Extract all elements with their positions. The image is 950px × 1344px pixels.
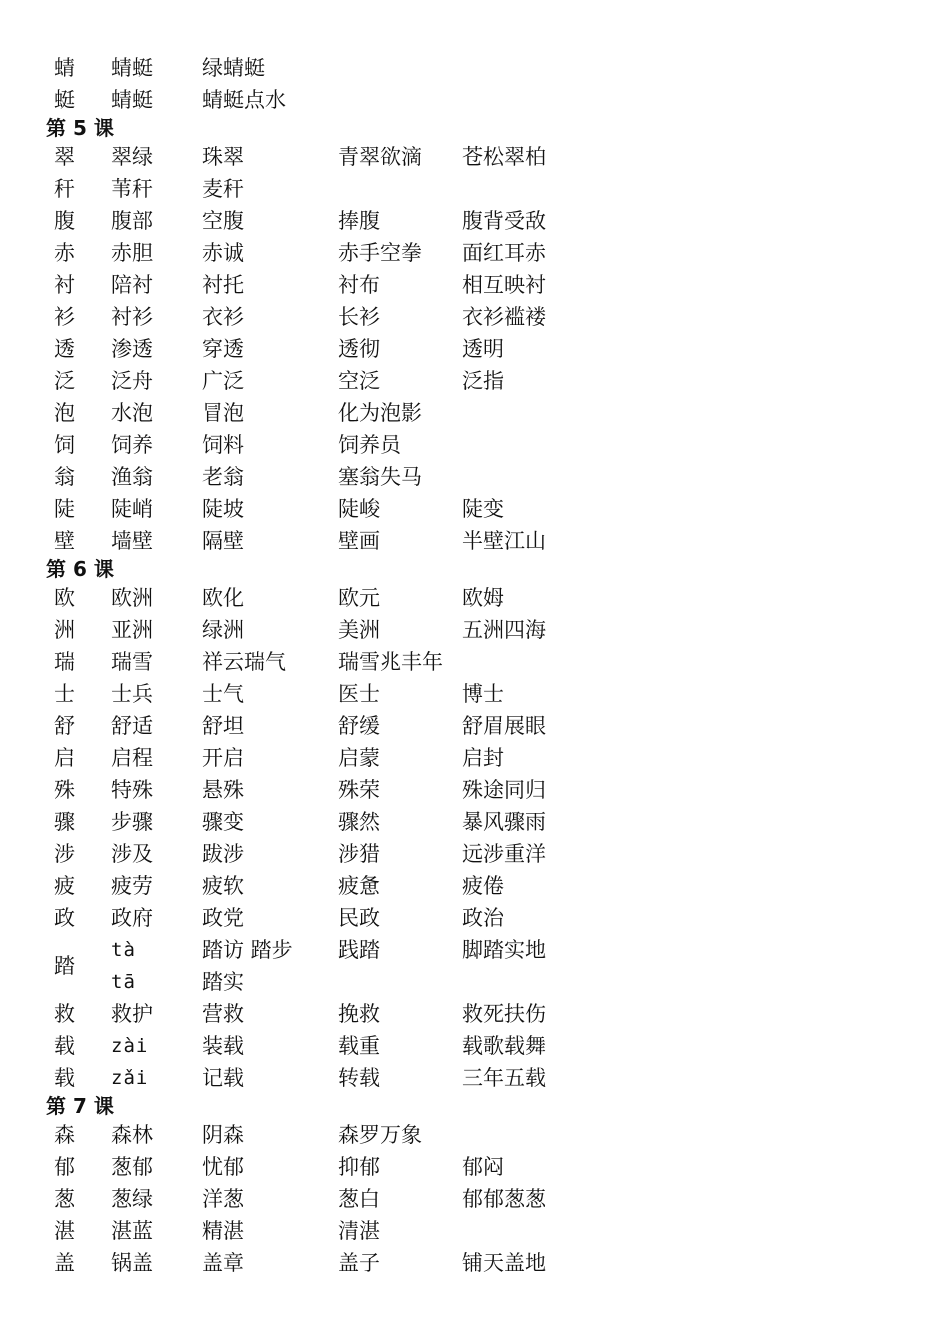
- vocab-row: [0, 397, 950, 429]
- word-cell: 涉猎: [338, 842, 380, 866]
- head-character: 救: [54, 1002, 75, 1026]
- vocab-row: [0, 365, 950, 397]
- word-cell: 森林: [111, 1123, 153, 1147]
- word-cell: 捧腹: [338, 209, 380, 233]
- lesson-heading: 第 5 课: [46, 116, 114, 140]
- vocab-row: [0, 710, 950, 742]
- vocab-row: [0, 461, 950, 493]
- head-character: 涉: [54, 842, 75, 866]
- word-cell: 盖子: [338, 1251, 380, 1275]
- word-cell: 悬殊: [202, 778, 244, 802]
- pinyin-stack: [111, 934, 136, 998]
- head-character: 赤: [54, 241, 75, 265]
- vocab-row: [0, 1062, 950, 1094]
- word-cell: 踏实: [202, 970, 244, 994]
- head-character: 葱: [54, 1187, 75, 1211]
- head-character: 翠: [54, 145, 75, 169]
- word-cell: 渔翁: [111, 465, 153, 489]
- word-cell: 践踏: [338, 938, 380, 962]
- word-cell: 舒眉展眼: [462, 714, 546, 738]
- vocab-row: [0, 998, 950, 1030]
- head-character: 秆: [54, 177, 75, 201]
- word-cell: 瑞雪: [111, 650, 153, 674]
- word-cell: 舒缓: [338, 714, 380, 738]
- vocab-row: [0, 1030, 950, 1062]
- vocab-row: [0, 237, 950, 269]
- word-cell: 郁郁葱葱: [462, 1187, 546, 1211]
- word-cell: 载重: [338, 1034, 380, 1058]
- word-cell: 祥云瑞气: [202, 650, 286, 674]
- word-cell: 相互映衬: [462, 273, 546, 297]
- vocab-row: [0, 205, 950, 237]
- vocab-row: [0, 84, 950, 116]
- word-cell: 殊荣: [338, 778, 380, 802]
- vocab-row: [0, 678, 950, 710]
- word-cell: 衣衫褴褛: [462, 305, 546, 329]
- vocab-row: [0, 774, 950, 806]
- head-character: 骤: [54, 810, 75, 834]
- vocab-row: [0, 838, 950, 870]
- head-character: 泛: [54, 369, 75, 393]
- head-character: 衫: [54, 305, 75, 329]
- pinyin-reading: tā: [111, 971, 136, 993]
- word-cell: 五洲四海: [462, 618, 546, 642]
- word-cell: 欧化: [202, 586, 244, 610]
- word-cell: 半壁江山: [462, 529, 546, 553]
- word-cell: 腹背受敌: [462, 209, 546, 233]
- word-cell: 赤诚: [202, 241, 244, 265]
- word-cell: 殊途同归: [462, 778, 546, 802]
- word-cell: 铺天盖地: [462, 1251, 546, 1275]
- word-cell: 饲养: [111, 433, 153, 457]
- head-character: 载: [54, 1034, 75, 1058]
- word-cell: 广泛: [202, 369, 244, 393]
- word-cell: 饲养员: [338, 433, 401, 457]
- word-cell: 脚踏实地: [462, 938, 546, 962]
- vocab-row: [0, 902, 950, 934]
- head-character: 洲: [54, 618, 75, 642]
- word-cell: 葱郁: [111, 1155, 153, 1179]
- word-cell: 赤胆: [111, 241, 153, 265]
- word-cell: 珠翠: [202, 145, 244, 169]
- word-cell: 陡峻: [338, 497, 380, 521]
- head-character: 湛: [54, 1219, 75, 1243]
- word-cell: 赤手空拳: [338, 241, 422, 265]
- head-character: 舒: [54, 714, 75, 738]
- word-cell: 面红耳赤: [462, 241, 546, 265]
- word-cell: 塞翁失马: [338, 465, 422, 489]
- word-cell: 启蒙: [338, 746, 380, 770]
- word-cell: 步骤: [111, 810, 153, 834]
- vocab-row: [0, 1247, 950, 1279]
- word-cell: 郁闷: [462, 1155, 504, 1179]
- word-cell: 救死扶伤: [462, 1002, 546, 1026]
- word-cell: 疲惫: [338, 874, 380, 898]
- word-cell: 政治: [462, 906, 504, 930]
- word-cell: 远涉重洋: [462, 842, 546, 866]
- word-cell: 特殊: [111, 778, 153, 802]
- word-cell: 衬布: [338, 273, 380, 297]
- vocab-row: [0, 1151, 950, 1183]
- head-character: 欧: [54, 586, 75, 610]
- word-cell: 民政: [338, 906, 380, 930]
- word-cell: 陡坡: [202, 497, 244, 521]
- word-cell: 水泡: [111, 401, 153, 425]
- head-character: 森: [54, 1123, 75, 1147]
- word-cell: 医士: [338, 682, 380, 706]
- word-cell: 苇秆: [111, 177, 153, 201]
- word-cell: 清湛: [338, 1219, 380, 1243]
- word-cell: 瑞雪兆丰年: [338, 650, 443, 674]
- vocab-row: [0, 333, 950, 365]
- lesson-heading: 第 7 课: [46, 1094, 114, 1118]
- word-cell: 青翠欲滴: [338, 145, 422, 169]
- head-character: 殊: [54, 778, 75, 802]
- word-cell: 阴森: [202, 1123, 244, 1147]
- word-cell: 疲倦: [462, 874, 504, 898]
- head-character: 瑞: [54, 650, 75, 674]
- word-cell: 渗透: [111, 337, 153, 361]
- word-cell: 政府: [111, 906, 153, 930]
- word-cell: 踏访 踏步: [202, 938, 293, 962]
- word-cell: 泛舟: [111, 369, 153, 393]
- word-cell: 透彻: [338, 337, 380, 361]
- word-cell: 空泛: [338, 369, 380, 393]
- word-cell: 墙壁: [111, 529, 153, 553]
- word-cell: 陪衬: [111, 273, 153, 297]
- head-character: 踏: [54, 954, 75, 978]
- vocab-row: [0, 646, 950, 678]
- vocab-row-multi-reading: [0, 934, 950, 998]
- word-cell: 绿洲: [202, 618, 244, 642]
- head-character: 郁: [54, 1155, 75, 1179]
- head-character: 翁: [54, 465, 75, 489]
- word-cell: 洋葱: [202, 1187, 244, 1211]
- word-cell: 政党: [202, 906, 244, 930]
- word-cell: 舒适: [111, 714, 153, 738]
- vocab-row: [0, 1119, 950, 1151]
- word-cell: 开启: [202, 746, 244, 770]
- word-cell: 记载: [202, 1066, 244, 1090]
- word-cell: 化为泡影: [338, 401, 422, 425]
- head-character: 陡: [54, 497, 75, 521]
- vocab-row: [0, 173, 950, 205]
- head-character: 饲: [54, 433, 75, 457]
- word-cell: 挽救: [338, 1002, 380, 1026]
- word-cell: 跋涉: [202, 842, 244, 866]
- word-cell: 博士: [462, 682, 504, 706]
- word-cell: 泛指: [462, 369, 504, 393]
- word-cell: 精湛: [202, 1219, 244, 1243]
- word-cell: zài: [111, 1035, 149, 1057]
- word-cell: 翠绿: [111, 145, 153, 169]
- word-cell: 衬衫: [111, 305, 153, 329]
- word-cell: 蜻蜓: [111, 56, 153, 80]
- vocabulary-sheet: [0, 52, 950, 1279]
- vocab-row: [0, 614, 950, 646]
- vocab-row: [0, 742, 950, 774]
- word-cell: 装载: [202, 1034, 244, 1058]
- head-character: 载: [54, 1066, 75, 1090]
- word-cell: 麦秆: [202, 177, 244, 201]
- word-cell: 舒坦: [202, 714, 244, 738]
- word-cell: 欧姆: [462, 586, 504, 610]
- word-cell: zǎi: [111, 1067, 149, 1089]
- word-cell: 隔壁: [202, 529, 244, 553]
- word-cell: 疲软: [202, 874, 244, 898]
- word-cell: 涉及: [111, 842, 153, 866]
- head-character: 衬: [54, 273, 75, 297]
- word-cell: 绿蜻蜓: [202, 56, 265, 80]
- word-cell: 穿透: [202, 337, 244, 361]
- word-cell: 空腹: [202, 209, 244, 233]
- head-character: 泡: [54, 401, 75, 425]
- word-cell: 士兵: [111, 682, 153, 706]
- vocab-row: [0, 493, 950, 525]
- word-cell: 透明: [462, 337, 504, 361]
- head-character: 疲: [54, 874, 75, 898]
- vocab-row: [0, 141, 950, 173]
- word-cell: 救护: [111, 1002, 153, 1026]
- pinyin-reading: tà: [111, 939, 136, 961]
- head-character: 政: [54, 906, 75, 930]
- word-cell: 葱绿: [111, 1187, 153, 1211]
- vocab-row: [0, 1183, 950, 1215]
- head-character: 蜻: [54, 56, 75, 80]
- word-cell: 美洲: [338, 618, 380, 642]
- word-cell: 营救: [202, 1002, 244, 1026]
- word-cell: 蜻蜓点水: [202, 88, 286, 112]
- word-cell: 骤然: [338, 810, 380, 834]
- word-cell: 老翁: [202, 465, 244, 489]
- word-cell: 骤变: [202, 810, 244, 834]
- vocab-row: [0, 806, 950, 838]
- word-cell: 锅盖: [111, 1251, 153, 1275]
- word-cell: 启程: [111, 746, 153, 770]
- word-cell: 启封: [462, 746, 504, 770]
- word-cell: 蜻蜓: [111, 88, 153, 112]
- vocab-row: [0, 582, 950, 614]
- word-cell: 长衫: [338, 305, 380, 329]
- vocab-row: [0, 1215, 950, 1247]
- word-stack: [202, 934, 293, 998]
- word-cell: 抑郁: [338, 1155, 380, 1179]
- word-cell: 陡峭: [111, 497, 153, 521]
- head-character: 腹: [54, 209, 75, 233]
- word-cell: 疲劳: [111, 874, 153, 898]
- head-character: 士: [54, 682, 75, 706]
- word-cell: 衣衫: [202, 305, 244, 329]
- word-cell: 暴风骤雨: [462, 810, 546, 834]
- word-cell: 饲料: [202, 433, 244, 457]
- head-character: 壁: [54, 529, 75, 553]
- lesson-heading: 第 6 课: [46, 557, 114, 581]
- word-cell: 欧洲: [111, 586, 153, 610]
- word-cell: 壁画: [338, 529, 380, 553]
- vocab-row: [0, 870, 950, 902]
- vocab-row: [0, 429, 950, 461]
- word-cell: 衬托: [202, 273, 244, 297]
- head-character: 盖: [54, 1251, 75, 1275]
- word-cell: 陡变: [462, 497, 504, 521]
- word-cell: 葱白: [338, 1187, 380, 1211]
- word-cell: 转载: [338, 1066, 380, 1090]
- head-character: 蜓: [54, 88, 75, 112]
- word-cell: 湛蓝: [111, 1219, 153, 1243]
- word-cell: 腹部: [111, 209, 153, 233]
- word-cell: 冒泡: [202, 401, 244, 425]
- head-character: 启: [54, 746, 75, 770]
- word-cell: 森罗万象: [338, 1123, 422, 1147]
- word-cell: 载歌载舞: [462, 1034, 546, 1058]
- vocab-row: [0, 301, 950, 333]
- word-cell: 忧郁: [202, 1155, 244, 1179]
- word-cell: 盖章: [202, 1251, 244, 1275]
- word-cell: 士气: [202, 682, 244, 706]
- word-cell: 苍松翠柏: [462, 145, 546, 169]
- word-cell: 欧元: [338, 586, 380, 610]
- vocab-row: [0, 52, 950, 84]
- vocab-row: [0, 269, 950, 301]
- head-character: 透: [54, 337, 75, 361]
- word-cell: 三年五载: [462, 1066, 546, 1090]
- vocab-row: [0, 525, 950, 557]
- word-cell: 亚洲: [111, 618, 153, 642]
